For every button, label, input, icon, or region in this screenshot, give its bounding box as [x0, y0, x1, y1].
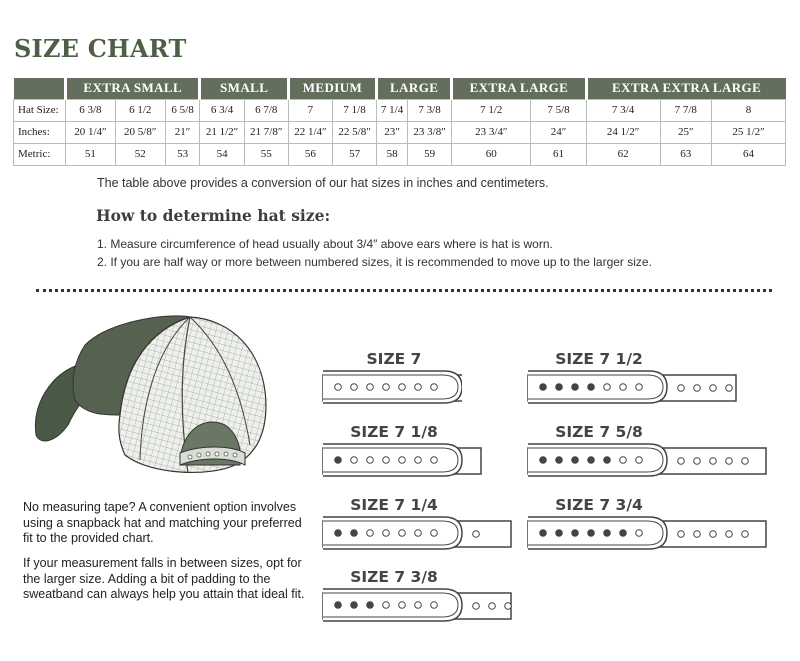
- page-title: SIZE CHART: [14, 34, 187, 63]
- strap-inner-band: [528, 517, 667, 549]
- strap-hole-filled: [351, 602, 358, 609]
- strap-hole-outer: [505, 603, 512, 610]
- row-label: Metric:: [14, 143, 66, 165]
- strap-hole-filled: [572, 384, 579, 391]
- row-label: Hat Size:: [14, 99, 66, 121]
- strap-hole-filled: [604, 457, 611, 464]
- strap-hole-empty: [399, 530, 406, 537]
- strap-hole-filled: [335, 602, 342, 609]
- table-cell: 23 3/8″: [408, 121, 452, 143]
- table-cell: 25 1/2″: [712, 121, 786, 143]
- strap-label: SIZE 7 1/4: [350, 496, 438, 514]
- table-cell: 7 1/2: [452, 99, 531, 121]
- table-cell: 58: [377, 143, 408, 165]
- strap-hole-empty: [415, 530, 422, 537]
- strap-hole-empty: [351, 457, 358, 464]
- strap-hole-filled: [540, 457, 547, 464]
- strap-hole-filled: [556, 384, 563, 391]
- strap-hole-empty: [604, 384, 611, 391]
- strap-diagram: [527, 370, 737, 404]
- strap-hole-empty: [383, 384, 390, 391]
- strap-hole-outer: [473, 531, 480, 538]
- group-extra-small: EXTRA SMALL: [66, 78, 200, 99]
- table-cell: 22 5/8″: [333, 121, 377, 143]
- table-cell: 21 7/8″: [244, 121, 288, 143]
- strap-label: SIZE 7 5/8: [555, 423, 643, 441]
- strap-hole-empty: [399, 602, 406, 609]
- strap-hole-empty: [335, 384, 342, 391]
- table-cell: 7 7/8: [660, 99, 712, 121]
- tip-measuring-tape: No measuring tape? A convenient option involves using a snapback hat and matching your preferred fit to the provided chart.: [23, 500, 302, 545]
- strap-hole-empty: [383, 530, 390, 537]
- table-cell: 51: [66, 143, 116, 165]
- strap-hole-empty: [399, 384, 406, 391]
- table-cell: 7 1/8: [333, 99, 377, 121]
- strap-hole-empty: [431, 602, 438, 609]
- strap-hole-empty: [636, 530, 643, 537]
- strap-diagram: [322, 516, 512, 550]
- strap-hole-outer: [726, 385, 733, 392]
- strap-hole-empty: [415, 384, 422, 391]
- strap-hole-empty: [351, 384, 358, 391]
- tip-between-sizes: If your measurement falls in between sizes, opt for the larger size. Adding a bit of padding to the sweatband can always help you attain that ideal fit.: [23, 556, 305, 601]
- how-to-heading: How to determine hat size:: [96, 206, 331, 225]
- strap-hole-filled: [335, 530, 342, 537]
- table-cell: 23 3/4″: [452, 121, 531, 143]
- group-extra-extra-large: EXTRA EXTRA LARGE: [586, 78, 785, 99]
- strap-label: SIZE 7 3/4: [555, 496, 643, 514]
- strap-hole-outer: [694, 531, 701, 538]
- table-cell: 6 1/2: [115, 99, 165, 121]
- strap-hole-empty: [620, 457, 627, 464]
- strap-hole-empty: [431, 530, 438, 537]
- strap-inner-band: [323, 517, 462, 549]
- strap-label: SIZE 7 3/8: [350, 568, 438, 586]
- table-header-row: [14, 78, 786, 99]
- strap-inner-band: [323, 371, 462, 403]
- table-row-hat-size: [14, 99, 786, 121]
- strap-hole-empty: [636, 384, 643, 391]
- strap-hole-empty: [367, 384, 374, 391]
- strap-hole-empty: [399, 457, 406, 464]
- strap-inner-band: [323, 589, 462, 621]
- table-cell: 25″: [660, 121, 712, 143]
- strap-hole-filled: [620, 530, 627, 537]
- table-cell: 52: [115, 143, 165, 165]
- strap-hole-empty: [431, 384, 438, 391]
- strap-diagram: [322, 443, 482, 477]
- table-row-inches: [14, 121, 786, 143]
- strap-hole-outer: [473, 603, 480, 610]
- strap-label: SIZE 7 1/2: [555, 350, 643, 368]
- table-cell: 55: [244, 143, 288, 165]
- table-cell: 24″: [531, 121, 586, 143]
- strap-hole-filled: [540, 384, 547, 391]
- table-cell: 56: [288, 143, 332, 165]
- table-cell: 20 5/8″: [115, 121, 165, 143]
- table-cell: 7 3/8: [408, 99, 452, 121]
- strap-hole-filled: [335, 457, 342, 464]
- strap-hole-empty: [367, 457, 374, 464]
- strap-hole-outer: [694, 385, 701, 392]
- strap-hole-empty: [620, 384, 627, 391]
- strap-hole-empty: [415, 602, 422, 609]
- group-medium: MEDIUM: [288, 78, 376, 99]
- table-cell: 24 1/2″: [586, 121, 660, 143]
- table-cell: 7: [288, 99, 332, 121]
- strap-hole-filled: [540, 530, 547, 537]
- strap-hole-outer: [742, 531, 749, 538]
- strap-hole-filled: [588, 457, 595, 464]
- strap-label: SIZE 7 1/8: [350, 423, 438, 441]
- strap-hole-outer: [726, 531, 733, 538]
- dotted-divider: [36, 289, 772, 292]
- table-cell: 23″: [377, 121, 408, 143]
- table-cell: 21 1/2″: [200, 121, 244, 143]
- strap-hole-filled: [556, 457, 563, 464]
- header-blank-cell: [14, 78, 66, 99]
- strap-inner-band: [528, 371, 667, 403]
- table-cell: 53: [165, 143, 200, 165]
- group-large: LARGE: [377, 78, 452, 99]
- table-note: The table above provides a conversion of our hat sizes in inches and centimeters.: [97, 176, 549, 190]
- table-cell: 6 5/8: [165, 99, 200, 121]
- snapback-cap-illustration: [30, 305, 275, 485]
- strap-hole-filled: [351, 530, 358, 537]
- strap-hole-outer: [710, 385, 717, 392]
- group-extra-large: EXTRA LARGE: [452, 78, 587, 99]
- table-cell: 6 7/8: [244, 99, 288, 121]
- table-cell: 60: [452, 143, 531, 165]
- strap-hole-filled: [588, 384, 595, 391]
- strap-hole-outer: [678, 385, 685, 392]
- table-cell: 57: [333, 143, 377, 165]
- strap-diagram: [322, 588, 512, 622]
- step-2: 2. If you are half way or more between numbered sizes, it is recommended to move up to the larger size.: [97, 255, 652, 269]
- strap-inner-band: [323, 444, 462, 476]
- table-cell: 64: [712, 143, 786, 165]
- table-cell: 6 3/8: [66, 99, 116, 121]
- table-cell: 7 3/4: [586, 99, 660, 121]
- step-1: 1. Measure circumference of head usually about 3/4″ above ears where is hat is worn.: [97, 237, 553, 251]
- strap-hole-outer: [710, 458, 717, 465]
- size-table: [13, 78, 786, 166]
- strap-hole-outer: [678, 531, 685, 538]
- strap-diagram: [527, 443, 767, 477]
- strap-diagram: [322, 370, 462, 404]
- strap-hole-outer: [726, 458, 733, 465]
- table-cell: 54: [200, 143, 244, 165]
- strap-hole-outer: [710, 531, 717, 538]
- strap-inner-band: [528, 444, 667, 476]
- strap-hole-filled: [572, 457, 579, 464]
- strap-hole-outer: [489, 603, 496, 610]
- table-cell: 62: [586, 143, 660, 165]
- strap-hole-empty: [431, 457, 438, 464]
- table-cell: 6 3/4: [200, 99, 244, 121]
- table-cell: 21″: [165, 121, 200, 143]
- strap-label: SIZE 7: [366, 350, 422, 368]
- group-small: SMALL: [200, 78, 288, 99]
- strap-hole-filled: [367, 602, 374, 609]
- strap-hole-empty: [367, 530, 374, 537]
- table-cell: 63: [660, 143, 712, 165]
- row-label: Inches:: [14, 121, 66, 143]
- strap-hole-filled: [588, 530, 595, 537]
- strap-hole-filled: [572, 530, 579, 537]
- strap-hole-empty: [383, 602, 390, 609]
- strap-hole-outer: [742, 458, 749, 465]
- strap-hole-empty: [636, 457, 643, 464]
- table-cell: 7 5/8: [531, 99, 586, 121]
- table-cell: 22 1/4″: [288, 121, 332, 143]
- strap-hole-outer: [694, 458, 701, 465]
- strap-hole-empty: [415, 457, 422, 464]
- table-cell: 7 1/4: [377, 99, 408, 121]
- strap-hole-filled: [556, 530, 563, 537]
- strap-hole-filled: [604, 530, 611, 537]
- strap-diagram: [527, 516, 767, 550]
- strap-hole-empty: [383, 457, 390, 464]
- table-cell: 61: [531, 143, 586, 165]
- table-cell: 20 1/4″: [66, 121, 116, 143]
- table-cell: 8: [712, 99, 786, 121]
- strap-hole-outer: [678, 458, 685, 465]
- table-row-metric: [14, 143, 786, 165]
- table-cell: 59: [408, 143, 452, 165]
